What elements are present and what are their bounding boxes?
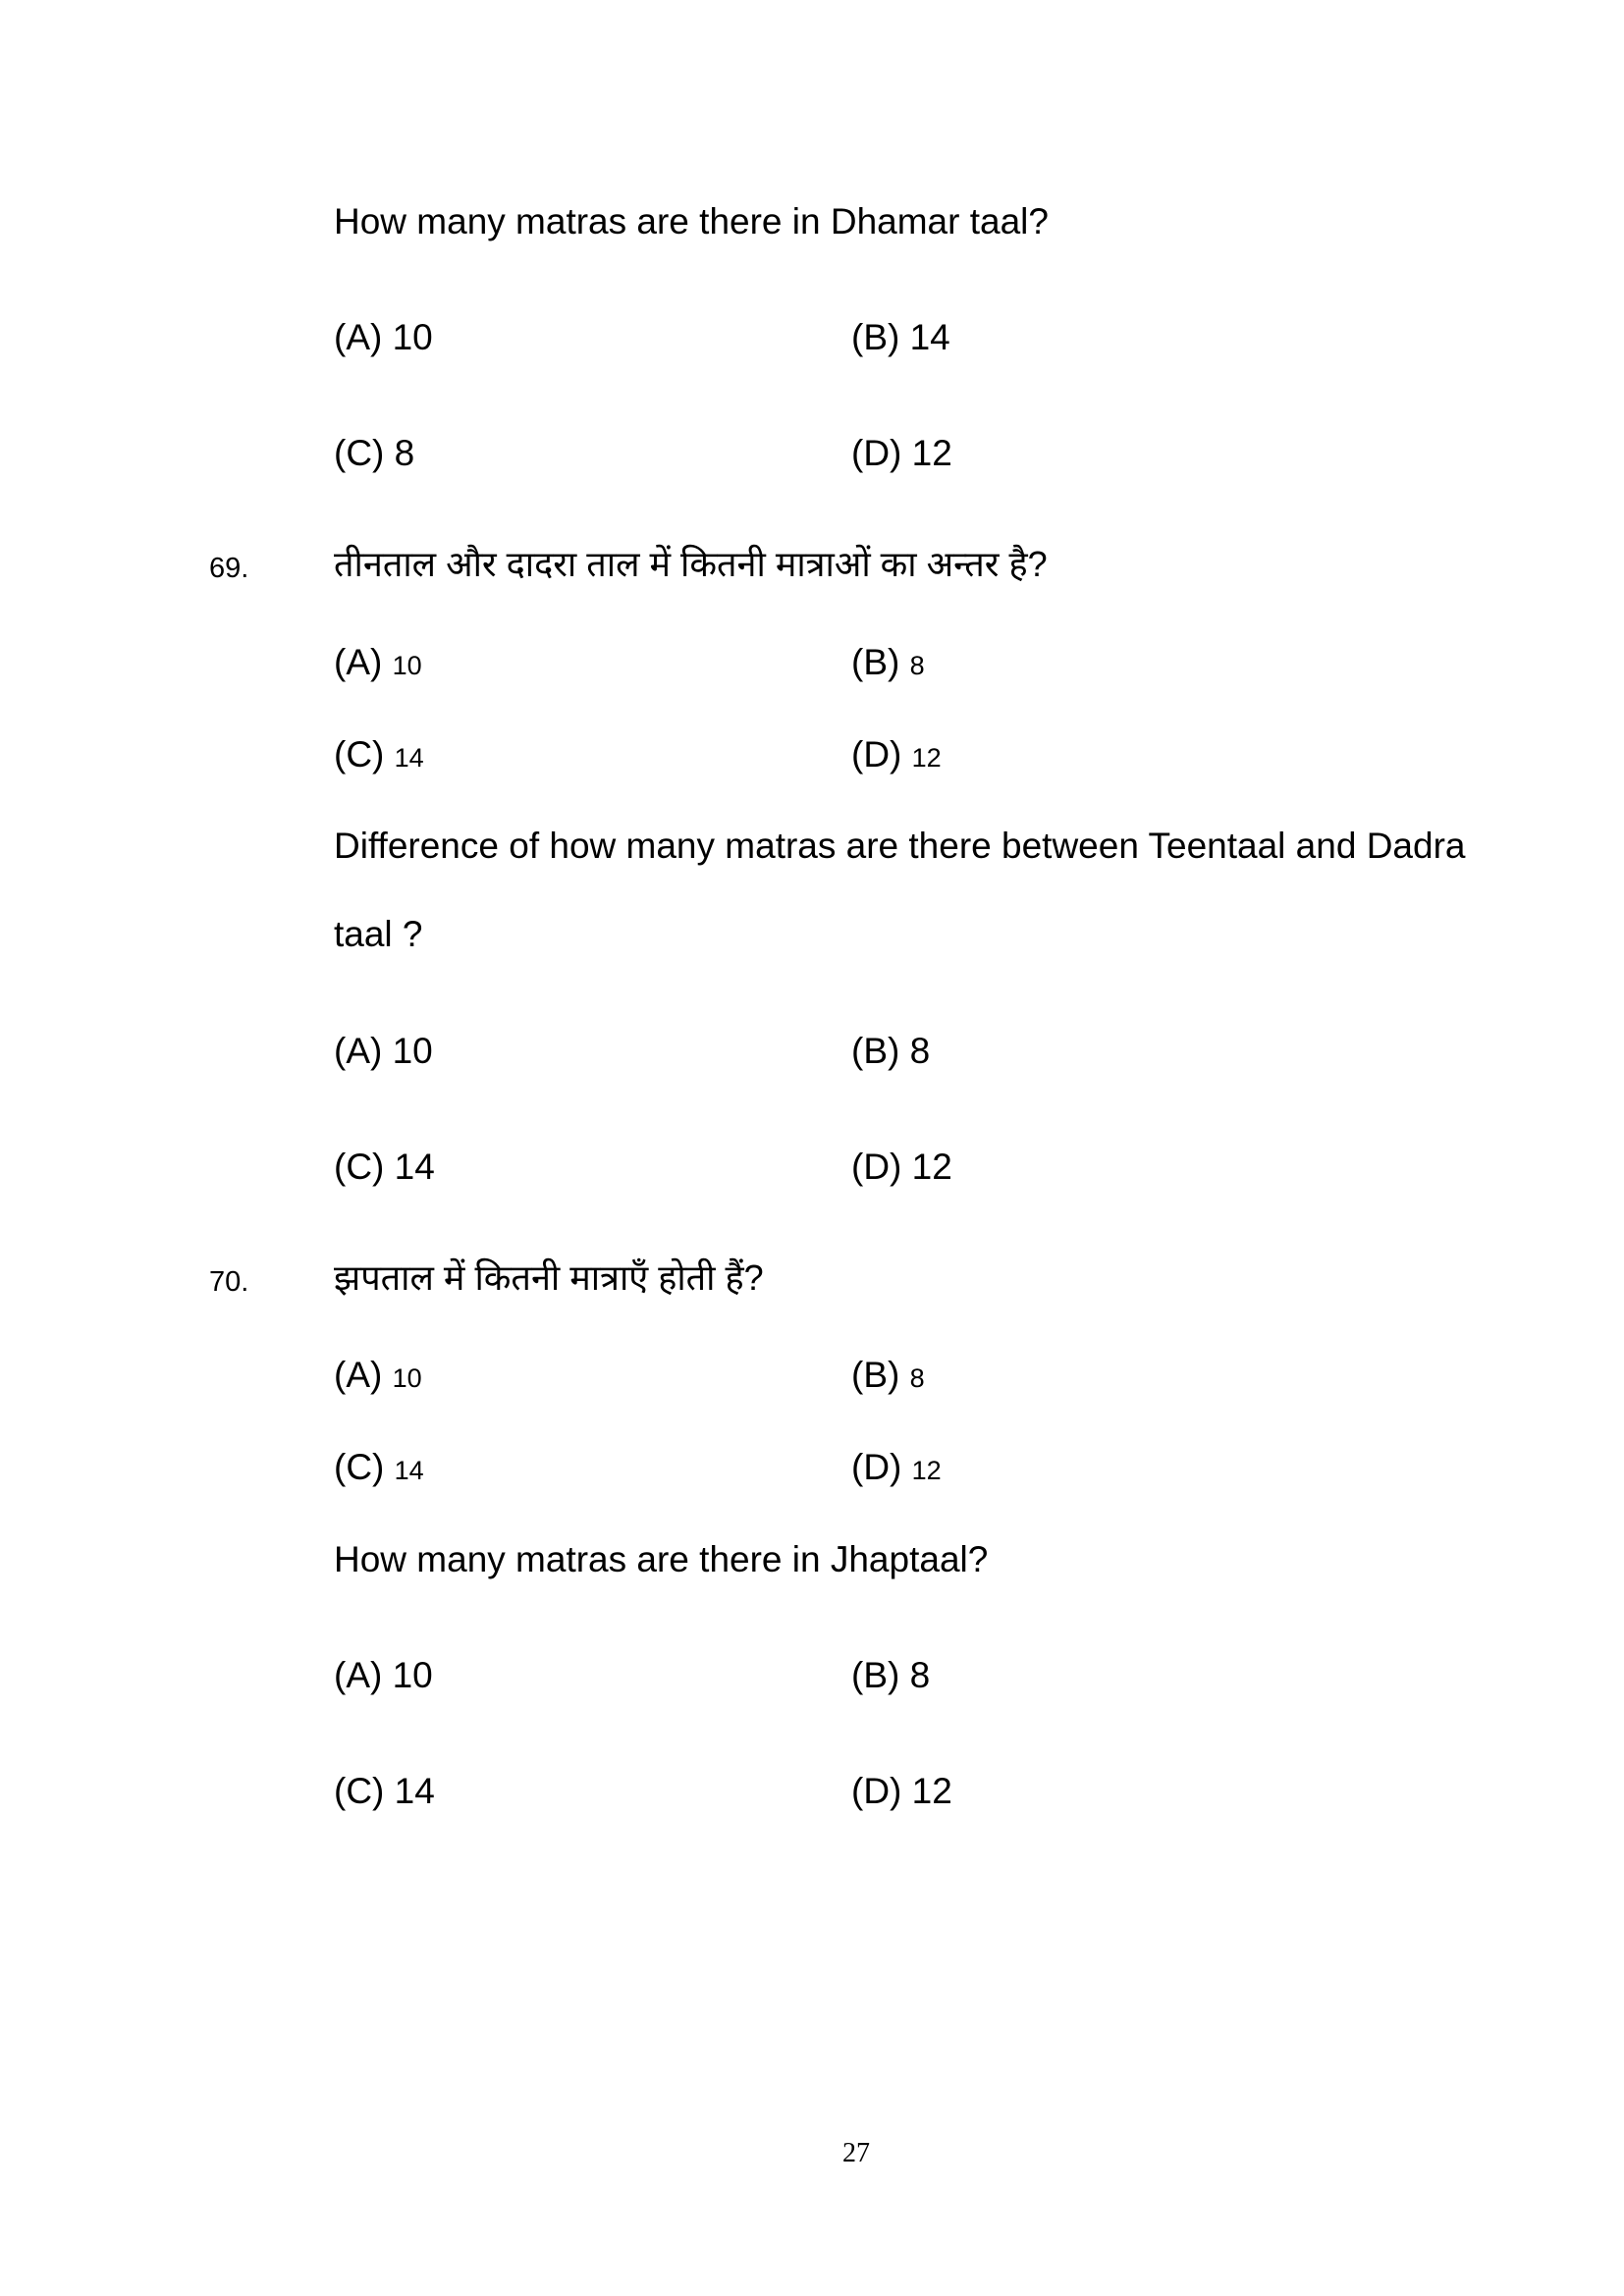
option-label: (A) <box>334 317 383 357</box>
option-a <box>334 1357 422 1393</box>
option-value: 8 <box>394 433 415 473</box>
option-label: (A) <box>334 1355 383 1395</box>
option-b <box>851 1657 930 1693</box>
option-b <box>851 644 925 680</box>
option-label: (C) <box>334 1147 385 1187</box>
option-c <box>334 736 424 773</box>
question-text: Difference of how many matras are there between Teentaal and Dadra <box>334 826 1466 866</box>
option-label: (C) <box>334 1771 385 1811</box>
option-c <box>334 1148 435 1185</box>
option-value: 12 <box>911 1771 952 1811</box>
option-value: 8 <box>909 1363 925 1393</box>
option-d <box>851 736 942 773</box>
option-value: 8 <box>909 651 925 680</box>
option-value: 10 <box>392 1031 433 1071</box>
option-value: 14 <box>909 317 950 357</box>
option-label: (A) <box>334 1655 383 1695</box>
question-text-continued: taal ? <box>334 914 423 954</box>
option-label: (D) <box>851 433 902 473</box>
option-value: 8 <box>909 1031 931 1071</box>
option-value: 12 <box>911 743 942 773</box>
option-b <box>851 1357 925 1393</box>
option-b <box>851 1033 930 1069</box>
option-label: (D) <box>851 734 902 774</box>
option-value: 12 <box>911 1147 952 1187</box>
option-value: 12 <box>911 1456 942 1485</box>
page-number: 27 <box>842 2138 870 2168</box>
option-value: 12 <box>911 433 952 473</box>
option-value: 10 <box>392 1363 422 1393</box>
option-d <box>851 1449 942 1485</box>
option-label: (C) <box>334 734 385 774</box>
option-a <box>334 1033 433 1069</box>
option-label: (D) <box>851 1147 902 1187</box>
option-label: (D) <box>851 1771 902 1811</box>
option-c <box>334 1449 424 1485</box>
question-text: How many matras are there in Jhaptaal? <box>334 1539 989 1579</box>
option-d <box>851 1773 952 1809</box>
option-a <box>334 644 422 680</box>
option-label: (B) <box>851 317 900 357</box>
option-value: 14 <box>394 1771 435 1811</box>
option-value: 14 <box>394 743 424 773</box>
question-text-hindi: झपताल में कितनी मात्राएँ होती हैं? <box>334 1257 764 1298</box>
option-value: 10 <box>392 317 433 357</box>
option-label: (D) <box>851 1447 902 1487</box>
option-label: (C) <box>334 1447 385 1487</box>
option-value: 10 <box>392 651 422 680</box>
option-label: (B) <box>851 1355 900 1395</box>
option-b <box>851 319 950 355</box>
option-value: 14 <box>394 1147 435 1187</box>
question-text: How many matras are there in Dhamar taal? <box>334 201 1049 241</box>
option-a <box>334 1657 433 1693</box>
question-text-hindi: तीनताल और दादरा ताल में कितनी मात्राओं का अन्तर है? <box>334 544 1048 584</box>
option-label: (A) <box>334 642 383 682</box>
option-label: (C) <box>334 433 385 473</box>
option-label: (B) <box>851 1655 900 1695</box>
option-a <box>334 319 433 355</box>
option-c <box>334 1773 435 1809</box>
option-value: 8 <box>909 1655 931 1695</box>
option-value: 14 <box>394 1456 424 1485</box>
option-label: (B) <box>851 1031 900 1071</box>
question-number: 70. <box>209 1266 249 1298</box>
question-number: 69. <box>209 553 249 584</box>
option-d <box>851 435 952 471</box>
option-value: 10 <box>392 1655 433 1695</box>
option-label: (B) <box>851 642 900 682</box>
option-d <box>851 1148 952 1185</box>
option-label: (A) <box>334 1031 383 1071</box>
option-c <box>334 435 414 471</box>
